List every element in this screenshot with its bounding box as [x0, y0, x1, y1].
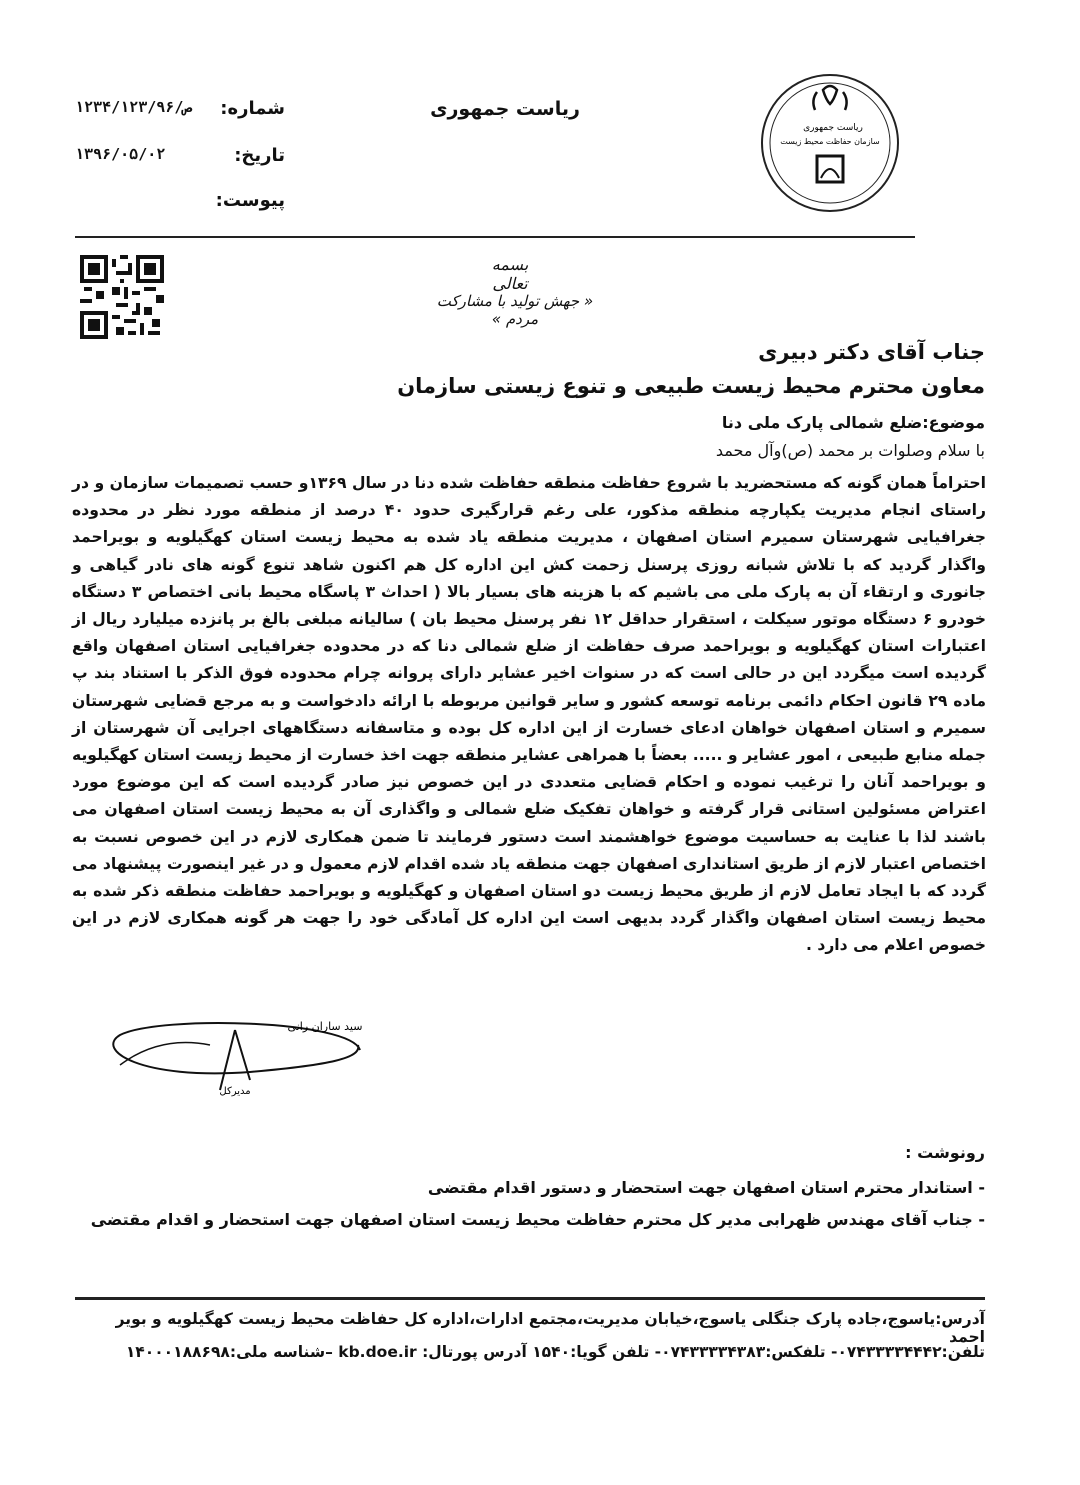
signature-name: سید ساران رانی: [287, 1020, 363, 1033]
number-value: ص/۱۲۳۴/۱۲۳/۹۶: [75, 98, 193, 116]
recipient-name: جناب آقای دکتر دبیری: [758, 340, 985, 364]
cc-item: - استاندار محترم استان اصفهان جهت استحضار و دستور اقدام مقتضی: [427, 1178, 985, 1197]
header-divider: [75, 236, 915, 238]
letter-subject: موضوع:ضلع شمالی پارک ملی دنا: [721, 413, 985, 432]
basmala: بسمه تعالی: [491, 255, 529, 293]
footer-contact: تلفن:۰۷۴۳۳۳۳۴۴۴۲- تلفکس:۰۷۴۳۳۳۳۴۳۸۳- تلفن گویا:۱۵۴۰ آدرس پورتال: kb.doe.ir –شناسه ملی:۱۴۰۰۰۱۸۸۶۹۸: [125, 1343, 985, 1361]
signature: [100, 1010, 370, 1100]
year-motto: « جهش تولید با مشارکت مردم »: [436, 292, 594, 328]
letter-attachment-row: [75, 190, 285, 216]
cc-heading: رونوشت :: [905, 1143, 985, 1162]
letter-date-row: [75, 145, 285, 171]
letter-body: احتراماً همان گونه که مستحضرید با شروع حفاظت منطقه حفاظت شده دنا در سال ۱۳۶۹و حسب تصمیمات سازمان و در راستای انجام مدیریت یکپارچه منطقه مذکور، علی رغم قرارگیری حدود ۴۰ درصد از منطقه مورد نظر در محدوده جغرافیایی شهرستان سمیرم استان اصفهان ، مدیریت منطقه یاد شده به محیط زیست استان کهگیلویه و بویراحمد واگذار گردید که با تلاش شبانه روزی پرسنل زحمت کش این اداره کل هم اکنون شاهد تنوع گونه های نادر گیاهی و جانوری و ارتقاء آن به پارک ملی می باشیم که با هزینه های بسیار بالا ( احداث ۳ پاسگاه محیط بانی اختصاص ۳ دستگاه خودرو ۶ دستگاه موتور سیکلت ، استقرار حداقل ۱۲ نفر پرسنل محیط بان ) سالیانه مبلغی بالغ بر پانزده میلیارد ریال از اعتبارات استان کهگیلویه و بویراحمد صرف حفاظت از ضلع شمالی دنا که در محدوده جغرافیایی استان اصفهان واقع گردیده است میگردد این در حالی است که در سنوات اخیر عشایر دارای پروانه چرام محدوده فوق الذکر با استناد بند پ ماده ۲۹ قانون احکام دائمی برنامه توسعه کشور و سایر قوانین مربوطه با ارائه دادخواست و به مرجع قضایی شهرستان سمیرم و استان اصفهان خواهان ادعای خسارت از این اداره کل بوده و متاسفانه دستگاههای اجرایی آن شهرستان از جمله منابع طبیعی ، امور عشایر و ..... بعضاً با همراهی عشایر منطقه جهت اخذ خسارت از محیط زیست استان کهگیلویه و بویراحمد آنان را ترغیب نموده و احکام قضایی متعددی در این خصوص نیز صادر گردیده است که این موضوع مورد اعتراض مسئولین استانی قرار گرفته و خواهان تفکیک ضلع شمالی و واگذاری آن به محیط زیست استان اصفهان می باشند لذا با عنایت به حساسیت موضوع خواهشمند است دستور فرمایند تا ضمن همکاری لازم در این خصوص نسبت به اختصاص اعتبار لازم از طریق استانداری اصفهان جهت منطقه یاد شده اقدام لازم معمول و در غیر اینصورت پیشنهاد می گردد که با ایجاد تعامل لازم از طریق محیط زیست دو استان اصفهان و کهگیلویه و بویراحمد حفاظت منطقه ذکر شده به محیط زیست استان اصفهان واگذار گردد بدیهی است این اداره کل آمادگی خود را جهت هر گونه همکاری لازم در این خصوص اعلام می دارد .: [72, 474, 987, 955]
footer-address: آدرس:یاسوج،جاده پارک جنگلی یاسوج،خیابان مدیریت،مجتمع ادارات،اداره کل حفاظت محیط زیست کهگیلویه و بویر احمد: [115, 1310, 985, 1346]
signature-title: مدیرکل: [219, 1086, 251, 1097]
emblem-line-1: ریاست جمهوری: [803, 123, 863, 133]
emblem-line-2: سازمان حفاظت محیط زیست: [780, 137, 880, 146]
organization-emblem: [755, 68, 905, 218]
number-label: شماره:: [220, 98, 285, 119]
qr-code: [80, 255, 164, 339]
recipient-title: معاون محترم محیط زیست طبیعی و تنوع زیستی سازمان: [397, 374, 985, 398]
attachment-label: پیوست:: [215, 190, 285, 211]
letter-number-row: [75, 98, 285, 124]
date-label: تاریخ:: [234, 145, 285, 166]
footer-divider: [75, 1297, 985, 1300]
greeting: با سلام وصلوات بر محمد (ص)وآل محمد: [715, 441, 985, 460]
organization-title: ریاست جمهوری: [430, 98, 580, 120]
date-value: ۱۳۹۶/۰۵/۰۲: [75, 145, 166, 163]
cc-item: - جناب آقای مهندس ظهرابی مدیر کل محترم حفاظت محیط زیست استان اصفهان جهت استحضار و اقدام مقتضی: [90, 1210, 985, 1229]
